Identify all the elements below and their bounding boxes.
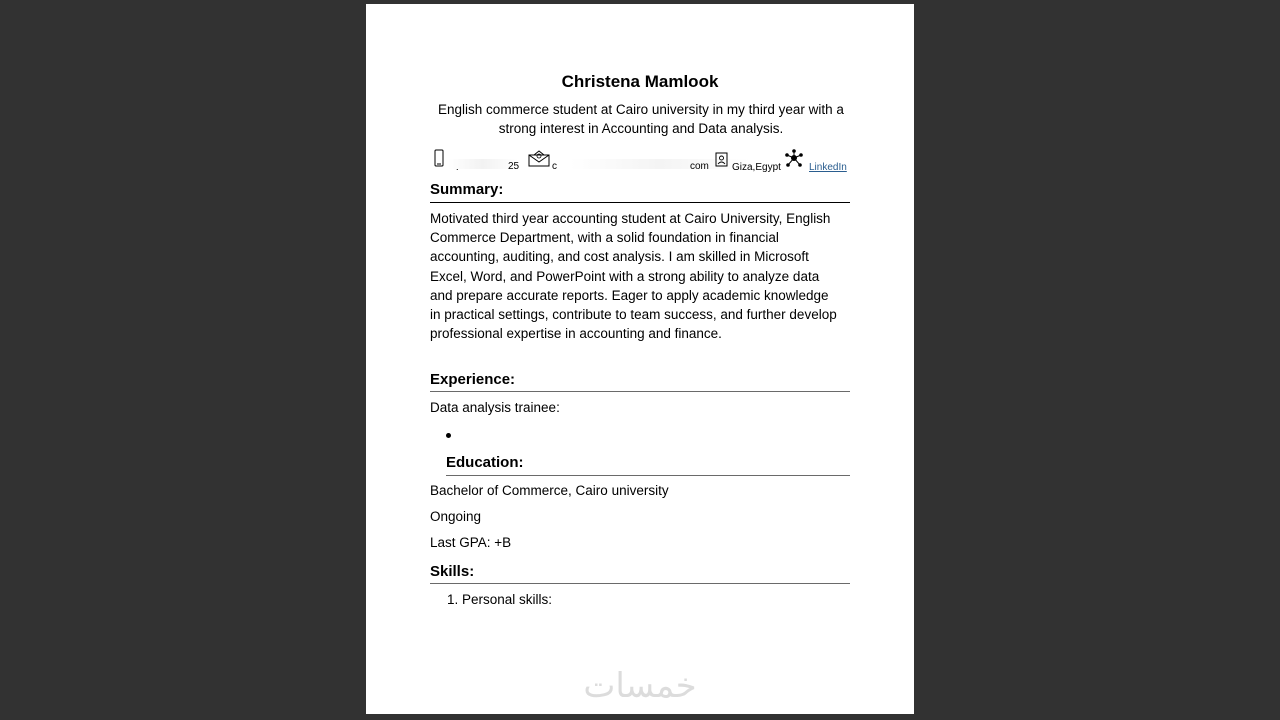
mail-icon — [528, 150, 550, 167]
education-status: Ongoing — [430, 509, 482, 524]
summary-text: Motivated third year accounting student at Cairo University, English Commerce Department, with a solid foundation in financial accounting, auditing, and cost analysis. I am skilled in Microsoft Excel, Word, and PowerPoint with a strong ability to analyze data and prepare accurate reports. Eager to apply academic knowledge in practical settings, contribute to team success, and further develop professional expertise in accounting and finance. — [430, 211, 837, 342]
linkedin-link[interactable]: LinkedIn — [809, 162, 847, 173]
watermark: خمسات — [583, 666, 697, 706]
skills-item: 1. Personal skills: — [447, 592, 553, 607]
experience-divider — [430, 391, 850, 392]
network-icon — [784, 149, 804, 169]
resume-tagline: English commerce student at Cairo university in my third year with a strong interest in Accounting and Data analysis. — [438, 102, 844, 136]
education-divider — [446, 475, 850, 476]
email-fragment-right: com — [690, 161, 709, 172]
email-fragment-left: c — [552, 161, 557, 172]
resume-page — [366, 4, 914, 714]
phone-fragment-right: 25 — [508, 161, 520, 172]
contact-row — [430, 149, 850, 175]
experience-bullet — [446, 433, 451, 438]
experience-role: Data analysis trainee: — [430, 400, 560, 415]
education-gpa: Last GPA: +B — [430, 535, 512, 550]
location-text: Giza,Egypt — [732, 162, 781, 173]
education-heading: Education: — [446, 454, 524, 471]
summary-heading: Summary: — [430, 181, 504, 198]
education-degree: Bachelor of Commerce, Cairo university — [430, 483, 669, 498]
contact-card-icon — [715, 152, 728, 167]
resume-name: Christena Mamlook — [561, 72, 719, 91]
experience-heading: Experience: — [430, 371, 516, 388]
phone-icon — [434, 149, 444, 167]
skills-divider — [430, 583, 850, 584]
summary-divider — [430, 202, 850, 203]
skills-heading: Skills: — [430, 563, 475, 580]
